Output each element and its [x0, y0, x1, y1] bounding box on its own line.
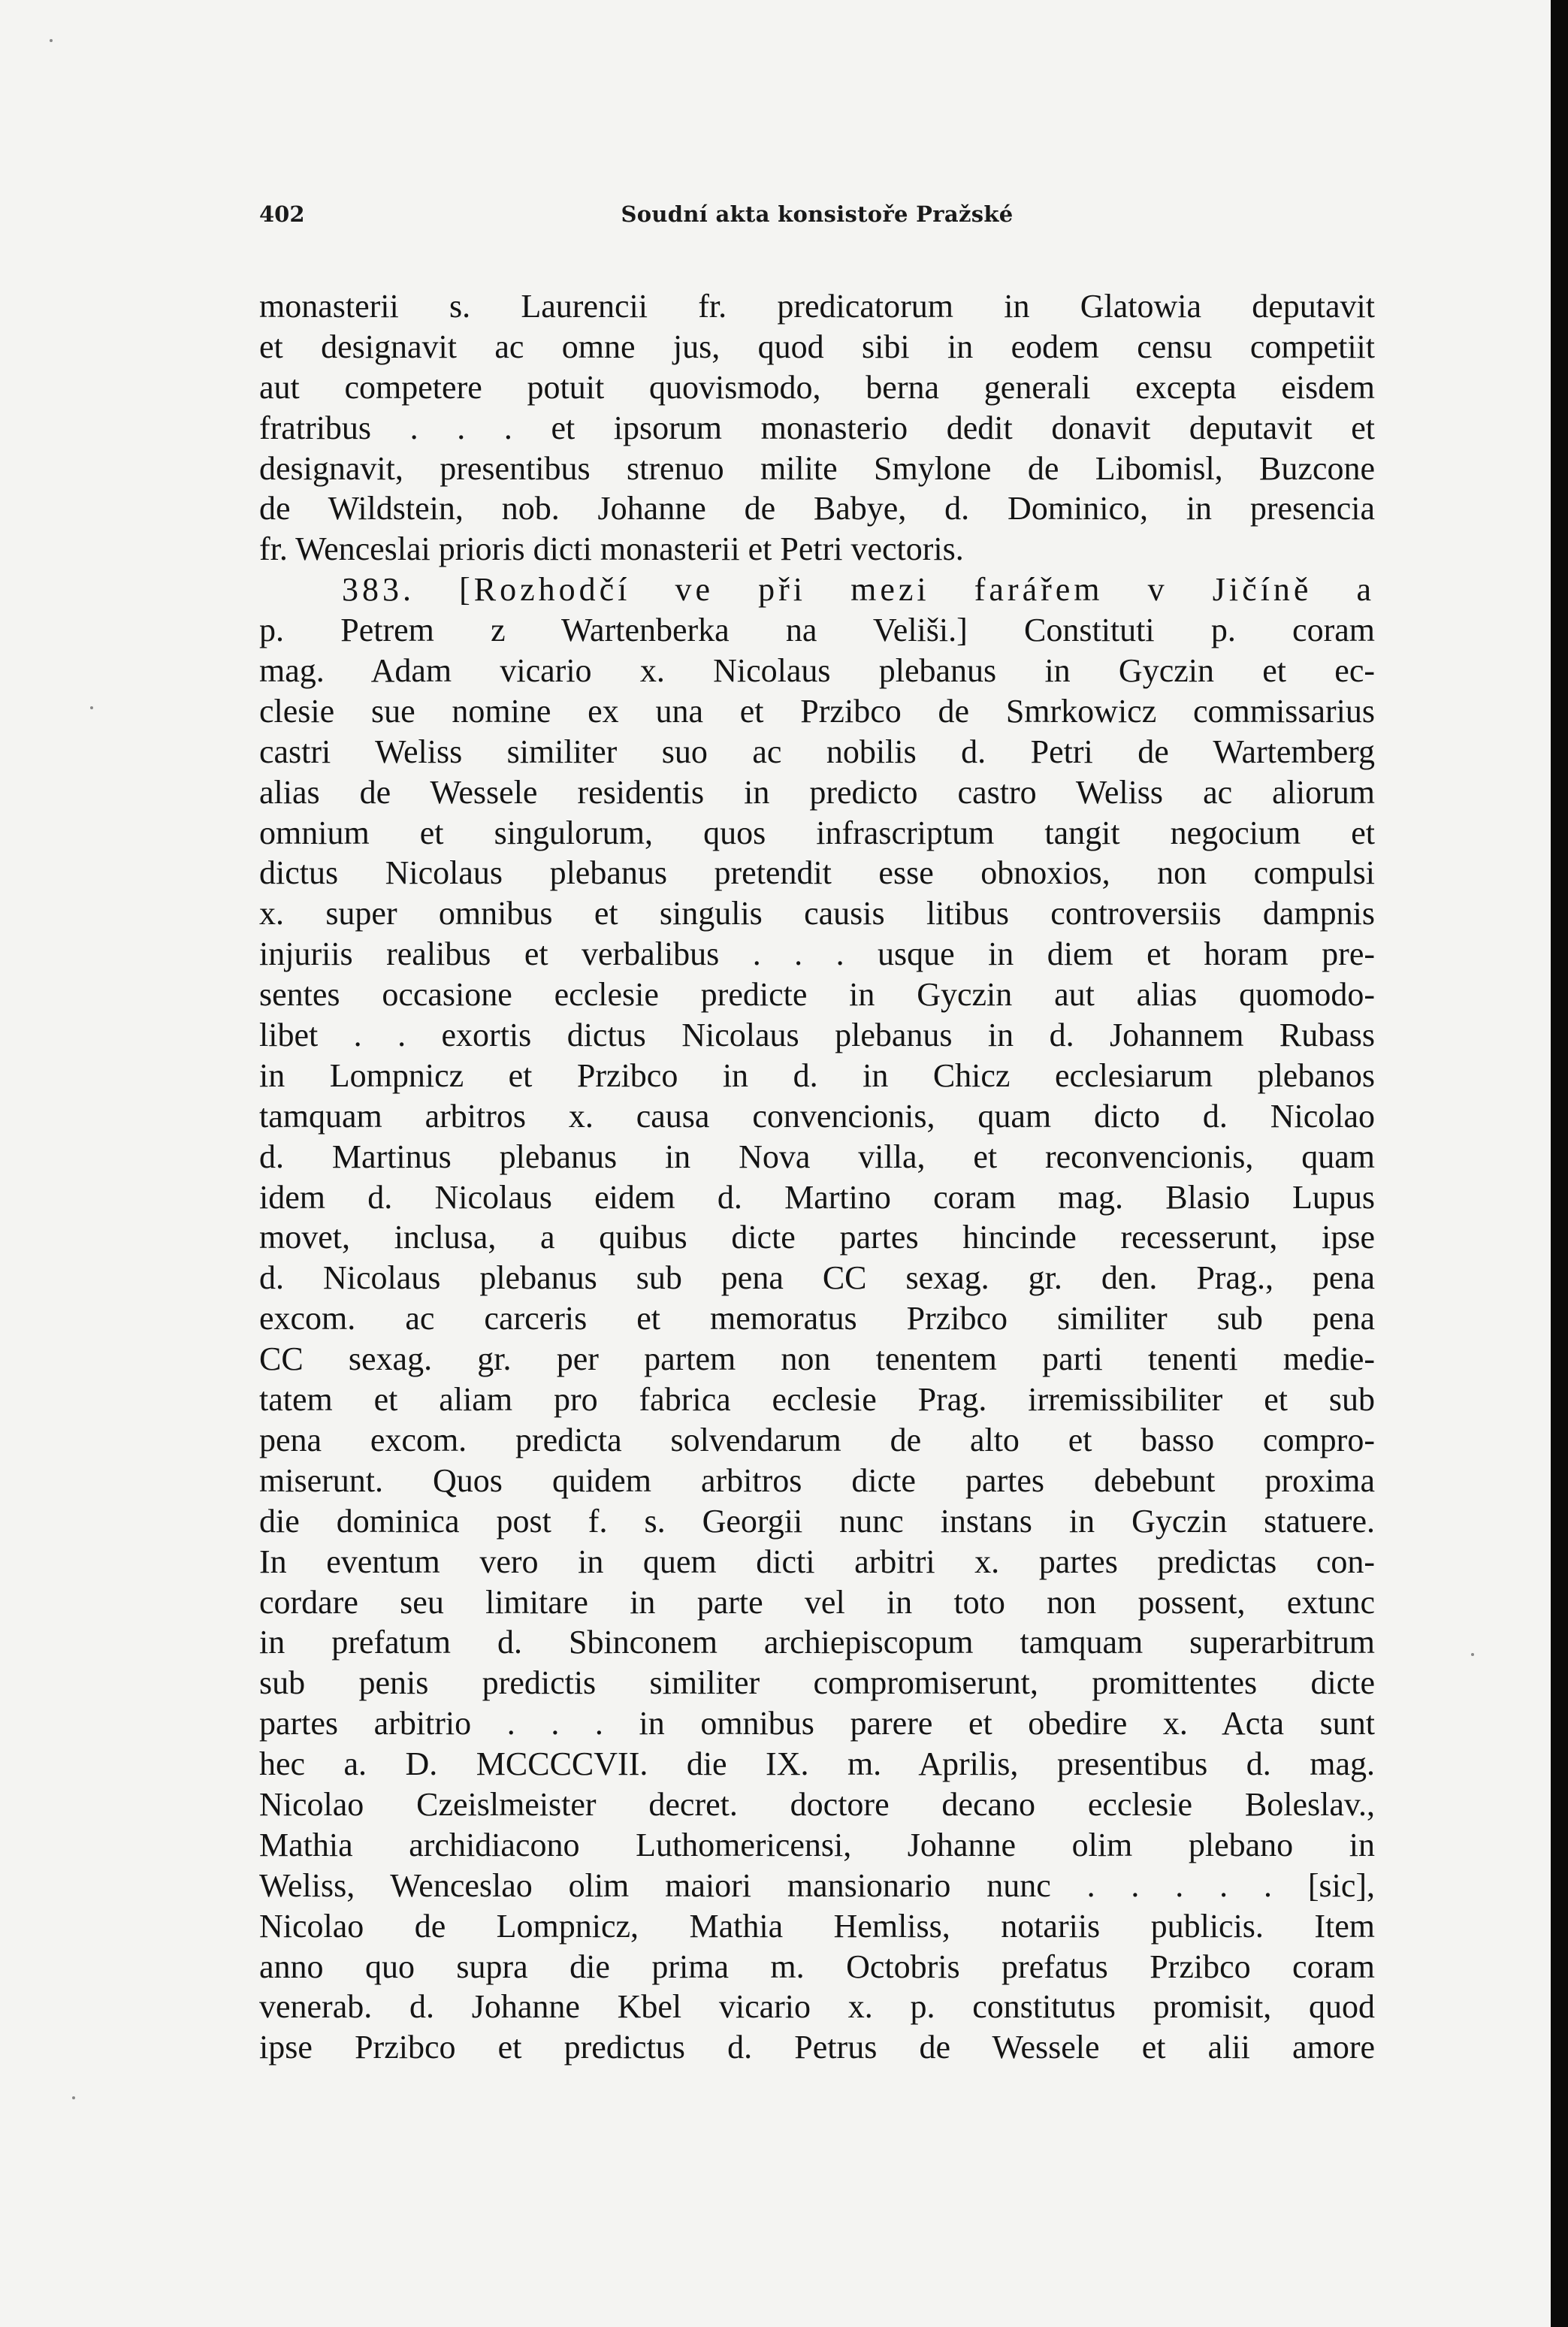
section-heading-line: 383. [Rozhodčí ve při mezi farářem v Jičíně a — [342, 571, 1375, 609]
text-line: injuriis realibus et verbalibus . . . usque in diem et horam pre- — [259, 935, 1375, 973]
paper-speck — [72, 2096, 75, 2099]
text-line: Mathia archidiacono Luthomericensi, Johanne olim plebano in — [259, 1826, 1375, 1863]
text-line: CC sexag. gr. per partem non tenentem parti tenenti medie- — [259, 1340, 1375, 1378]
text-line: fratribus . . . et ipsorum monasterio dedit donavit deputavit et — [259, 409, 1375, 446]
text-line: et designavit ac omne jus, quod sibi in eodem censu competiit — [259, 328, 1375, 365]
text-line: in prefatum d. Sbinconem archiepiscopum tamquam superarbitrum — [259, 1624, 1375, 1661]
text-line: de Wildstein, nob. Johanne de Babye, d. Dominico, in presencia — [259, 490, 1375, 527]
text-line: sentes occasione ecclesie predicte in Gyczin aut alias quomodo- — [259, 976, 1375, 1014]
text-line: tamquam arbitros x. causa convencionis, quam dicto d. Nicolao — [259, 1097, 1375, 1135]
running-title: Soudní akta konsistoře Pražské — [621, 201, 1014, 227]
text-line: monasterii s. Laurencii fr. predicatorum in Glatowia deputavit — [259, 288, 1375, 325]
text-line: idem d. Nicolaus eidem d. Martino coram mag. Blasio Lupus — [259, 1178, 1375, 1216]
text-line: die dominica post f. s. Georgii nunc instans in Gyczin statuere. — [259, 1502, 1375, 1540]
paper-speck — [50, 39, 53, 42]
text-line: anno quo supra die prima m. Octobris prefatus Przibco coram — [259, 1948, 1375, 1985]
text-line: fr. Wenceslai prioris dicti monasterii et Petri vectoris. — [259, 530, 964, 568]
text-line: cordare seu limitare in parte vel in toto non possent, extunc — [259, 1583, 1375, 1621]
page-number: 402 — [259, 201, 305, 227]
text-line: dictus Nicolaus plebanus pretendit esse obnoxios, non compulsi — [259, 854, 1375, 892]
text-line: omnium et singulorum, quos infrascriptum tangit negocium et — [259, 814, 1375, 851]
text-line: aut competere potuit quovismodo, berna generali excepta eisdem — [259, 368, 1375, 406]
text-line: tatem et aliam pro fabrica ecclesie Prag. irremissibiliter et sub — [259, 1381, 1375, 1419]
text-line: alias de Wessele residentis in predicto castro Weliss ac aliorum — [259, 773, 1375, 811]
scan-border — [1551, 0, 1568, 2327]
text-line: partes arbitrio . . . in omnibus parere et obedire x. Acta sunt — [259, 1705, 1375, 1742]
page-header — [259, 201, 1375, 237]
text-line: pena excom. predicta solvendarum de alto et basso compro- — [259, 1421, 1375, 1458]
text-line: clesie sue nomine ex una et Przibco de Smrkowicz commissarius — [259, 692, 1375, 730]
text-line: Nicolao Czeislmeister decret. doctore decano ecclesie Boleslav., — [259, 1785, 1375, 1823]
text-line: sub penis predictis similiter compromiserunt, promittentes dicte — [259, 1664, 1375, 1702]
text-line: Weliss, Wenceslao olim maiori mansionario nunc . . . . . [sic], — [259, 1866, 1375, 1904]
paper-speck — [1471, 1653, 1474, 1656]
text-line: mag. Adam vicario x. Nicolaus plebanus in Gyczin et ec- — [259, 652, 1375, 690]
text-line: Nicolao de Lompnicz, Mathia Hemliss, notariis publicis. Item — [259, 1907, 1375, 1945]
text-line: hec a. D. MCCCCVII. die IX. m. Aprilis, presentibus d. mag. — [259, 1745, 1375, 1783]
text-line: ipse Przibco et predictus d. Petrus de Wessele et alii amore — [259, 2029, 1375, 2066]
text-line: castri Weliss similiter suo ac nobilis d. Petri de Wartemberg — [259, 733, 1375, 770]
text-line: designavit, presentibus strenuo milite Smylone de Libomisl, Buzcone — [259, 449, 1375, 487]
text-line: p. Petrem z Wartenberka na Veliši.] Constituti p. coram — [259, 612, 1375, 649]
text-line: libet . . exortis dictus Nicolaus plebanus in d. Johannem Rubass — [259, 1017, 1375, 1054]
text-line: in Lompnicz et Przibco in d. in Chicz ecclesiarum plebanos — [259, 1056, 1375, 1094]
text-line: venerab. d. Johanne Kbel vicario x. p. constitutus promisit, quod — [259, 1988, 1375, 2026]
text-line: x. super omnibus et singulis causis litibus controversiis dampnis — [259, 895, 1375, 932]
text-line: miserunt. Quos quidem arbitros dicte partes debebunt proxima — [259, 1461, 1375, 1499]
text-line: d. Nicolaus plebanus sub pena CC sexag. gr. den. Prag., pena — [259, 1259, 1375, 1297]
text-line: In eventum vero in quem dicti arbitri x. partes predictas con- — [259, 1543, 1375, 1580]
text-line: d. Martinus plebanus in Nova villa, et reconvencionis, quam — [259, 1138, 1375, 1175]
body-text — [259, 286, 1375, 2068]
text-line: movet, inclusa, a quibus dicte partes hincinde recesserunt, ipse — [259, 1219, 1375, 1256]
paper-speck — [90, 706, 93, 709]
text-line: excom. ac carceris et memoratus Przibco similiter sub pena — [259, 1300, 1375, 1337]
